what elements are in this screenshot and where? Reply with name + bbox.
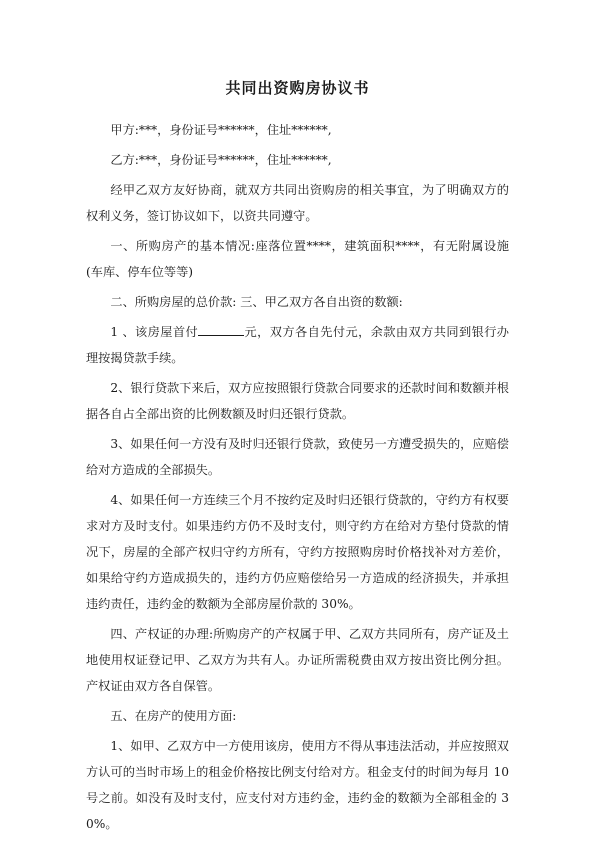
item-loan-repayment: 2、银行贷款下来后，双方应按照银行贷款合同要求的还款时间和数额并根据各自占全部出资的比例数额及时归还银行贷款。 xyxy=(86,381,509,421)
item-rent-payment: 1、如甲、乙双方中一方使用该房，使用方不得从事违法活动，并应按照双方认可的当时市场上的租金价格按比例支付给对方。租金支付的时间为每月 10 号之前。如没有及时支付，应支付对方违约金，违约金的数额为全部租金的 30%。 xyxy=(86,739,509,831)
section-total-price: 二、所购房屋的总价款: 三、甲乙双方各自出资的数额: xyxy=(110,295,403,309)
item-default-clause: 4、如果任何一方连续三个月不按约定及时归还银行贷款的，守约方有权要求对方及时支付。如果违约方仍不及时支付，则守约方在给对方垫付贷款的情况下，房屋的全部产权归守约方所有，守约方按照购房时价格找补对方差价，如果给守约方造成损失的，违约方仍应赔偿给另一方造成的经济损失，并承担违约责任，违约金的数额为全部房屋价款的 30%。 xyxy=(86,493,509,611)
party-a: 甲方:***，身份证号******，住址******, xyxy=(110,123,332,137)
section-property-use: 五、在房产的使用方面: xyxy=(110,709,237,723)
document-title: 共同出资购房协议书 xyxy=(225,79,370,97)
item-down-payment-rest: 元，双方各自先付元，余款由双方共同到银行办理按揭贷款手续。 xyxy=(86,325,509,365)
amount-blank-line xyxy=(198,323,244,336)
item-late-repayment: 3、如果任何一方没有及时归还银行贷款，致使另一方遭受损失的，应赔偿给对方造成的全部损失。 xyxy=(86,437,509,477)
section-property-info: 一、所购房产的基本情况:座落位置****，建筑面积****，有无附属设施(车库、停车位等等) xyxy=(86,239,509,279)
intro-paragraph: 经甲乙双方友好协商，就双方共同出资购房的相关事宜，为了明确双方的权利义务，签订协议如下，以资共同遵守。 xyxy=(86,183,509,223)
item-down-payment-lead: 1 、该房屋首付 xyxy=(110,325,199,339)
section-title-deed: 四、产权证的办理:所购房产的产权属于甲、乙双方共同所有，房产证及土地使用权证登记甲、乙双方为共有人。办证所需税费由双方按出资比例分担。产权证由双方各自保管。 xyxy=(86,627,509,693)
item-down-payment xyxy=(86,319,509,371)
party-b: 乙方:***，身份证号******，住址******, xyxy=(110,153,332,167)
